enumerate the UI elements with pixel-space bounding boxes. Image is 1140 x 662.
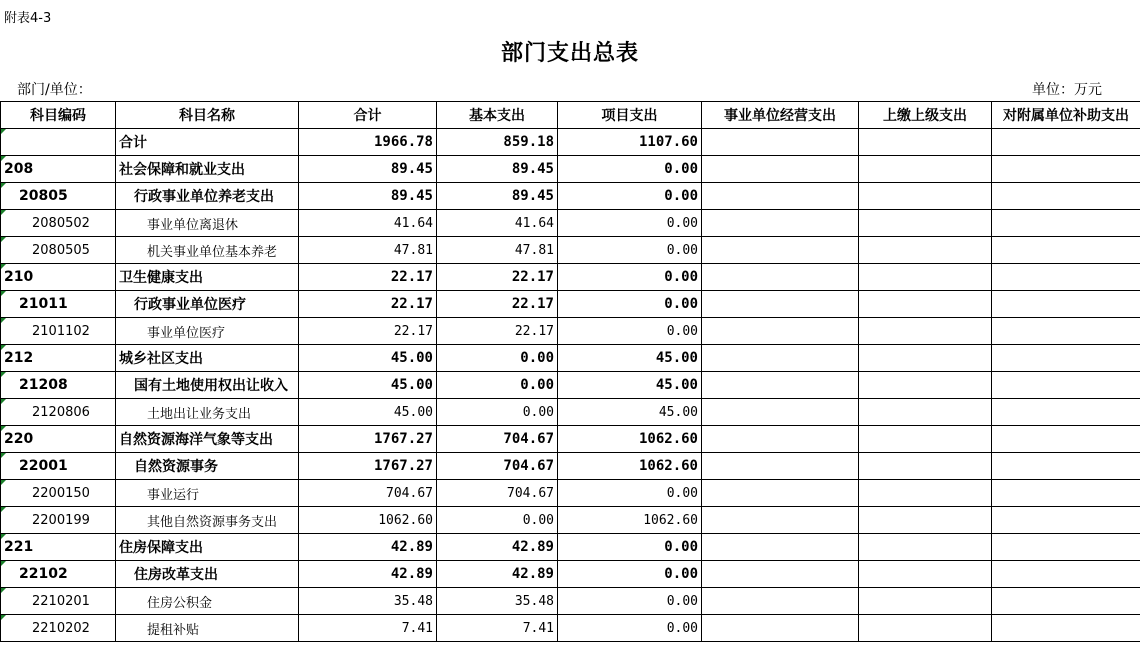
table-row[interactable] <box>1 237 1140 264</box>
cell-subsidy[interactable] <box>992 129 1140 156</box>
table-row[interactable] <box>1 345 1140 372</box>
cell-project[interactable]: 0.00 <box>558 588 702 615</box>
cell-project[interactable]: 0.00 <box>558 615 702 642</box>
cell-basic[interactable]: 35.48 <box>437 588 558 615</box>
cell-code[interactable]: 221 <box>1 534 116 561</box>
cell-business[interactable] <box>702 264 859 291</box>
table-row[interactable] <box>1 291 1140 318</box>
cell-name[interactable]: 合计 <box>116 129 299 156</box>
department-label: 部门/单位： <box>17 82 92 98</box>
cell-project[interactable]: 1107.60 <box>558 129 702 156</box>
cell-business[interactable] <box>702 507 859 534</box>
cell-remit[interactable] <box>859 129 992 156</box>
cell-code[interactable]: 22001 <box>1 453 116 480</box>
cell-subsidy[interactable] <box>992 372 1140 399</box>
cell-remit[interactable] <box>859 318 992 345</box>
cell-total[interactable]: 1767.27 <box>299 453 437 480</box>
cell-subsidy[interactable] <box>992 615 1140 642</box>
cell-total[interactable]: 35.48 <box>299 588 437 615</box>
cell-basic[interactable]: 704.67 <box>437 480 558 507</box>
cell-project[interactable]: 0.00 <box>558 264 702 291</box>
table-row[interactable] <box>1 534 1140 561</box>
cell-name[interactable]: 住房保障支出 <box>116 534 299 561</box>
table-row[interactable] <box>1 129 1140 156</box>
cell-basic[interactable]: 22.17 <box>437 264 558 291</box>
cell-project[interactable]: 45.00 <box>558 345 702 372</box>
cell-name[interactable]: 行政事业单位养老支出 <box>116 183 299 210</box>
cell-remit[interactable] <box>859 210 992 237</box>
cell-subsidy[interactable] <box>992 534 1140 561</box>
cell-subsidy[interactable] <box>992 588 1140 615</box>
cell-name[interactable]: 自然资源海洋气象等支出 <box>116 426 299 453</box>
cell-project[interactable]: 0.00 <box>558 480 702 507</box>
cell-name[interactable]: 住房公积金 <box>116 588 299 615</box>
cell-basic[interactable]: 89.45 <box>437 183 558 210</box>
cell-total[interactable]: 704.67 <box>299 480 437 507</box>
cell-business[interactable] <box>702 453 859 480</box>
cell-business[interactable] <box>702 318 859 345</box>
cell-remit[interactable] <box>859 264 992 291</box>
cell-basic[interactable]: 41.64 <box>437 210 558 237</box>
cell-code[interactable]: 21011 <box>1 291 116 318</box>
col-header-business: 事业单位经营支出 <box>702 102 859 129</box>
table-row[interactable] <box>1 318 1140 345</box>
cell-total[interactable]: 42.89 <box>299 534 437 561</box>
cell-project[interactable]: 0.00 <box>558 534 702 561</box>
cell-code[interactable]: 2101102 <box>1 318 116 345</box>
cell-subsidy[interactable] <box>992 237 1140 264</box>
cell-subsidy[interactable] <box>992 264 1140 291</box>
cell-name[interactable]: 城乡社区支出 <box>116 345 299 372</box>
cell-name[interactable]: 提租补贴 <box>116 615 299 642</box>
table-row[interactable] <box>1 264 1140 291</box>
cell-name[interactable]: 事业运行 <box>116 480 299 507</box>
cell-remit[interactable] <box>859 588 992 615</box>
page-title: 部门支出总表 <box>500 41 639 66</box>
cell-name[interactable]: 事业单位医疗 <box>116 318 299 345</box>
cell-subsidy[interactable] <box>992 480 1140 507</box>
cell-basic[interactable]: 704.67 <box>437 453 558 480</box>
cell-project[interactable]: 0.00 <box>558 156 702 183</box>
cell-basic[interactable]: 89.45 <box>437 156 558 183</box>
cell-code[interactable]: 2200199 <box>1 507 116 534</box>
cell-subsidy[interactable] <box>992 345 1140 372</box>
cell-business[interactable] <box>702 615 859 642</box>
cell-business[interactable] <box>702 534 859 561</box>
table-row[interactable] <box>1 156 1140 183</box>
expenditure-table <box>0 101 1140 642</box>
table-row[interactable] <box>1 453 1140 480</box>
cell-code[interactable]: 2120806 <box>1 399 116 426</box>
cell-project[interactable]: 45.00 <box>558 372 702 399</box>
cell-total[interactable]: 1062.60 <box>299 507 437 534</box>
cell-business[interactable] <box>702 129 859 156</box>
cell-code[interactable]: 220 <box>1 426 116 453</box>
cell-project[interactable]: 0.00 <box>558 183 702 210</box>
cell-remit[interactable] <box>859 453 992 480</box>
cell-remit[interactable] <box>859 372 992 399</box>
cell-name[interactable]: 社会保障和就业支出 <box>116 156 299 183</box>
cell-total[interactable]: 47.81 <box>299 237 437 264</box>
cell-remit[interactable] <box>859 237 992 264</box>
cell-business[interactable] <box>702 291 859 318</box>
table-row[interactable] <box>1 183 1140 210</box>
cell-remit[interactable] <box>859 156 992 183</box>
cell-total[interactable]: 22.17 <box>299 291 437 318</box>
table-row[interactable] <box>1 399 1140 426</box>
cell-remit[interactable] <box>859 507 992 534</box>
cell-business[interactable] <box>702 399 859 426</box>
cell-subsidy[interactable] <box>992 183 1140 210</box>
cell-project[interactable]: 0.00 <box>558 561 702 588</box>
cell-total[interactable]: 89.45 <box>299 156 437 183</box>
cell-business[interactable] <box>702 183 859 210</box>
cell-basic[interactable]: 704.67 <box>437 426 558 453</box>
cell-total[interactable]: 45.00 <box>299 399 437 426</box>
cell-subsidy[interactable] <box>992 453 1140 480</box>
cell-total[interactable]: 7.41 <box>299 615 437 642</box>
cell-name[interactable]: 住房改革支出 <box>116 561 299 588</box>
cell-basic[interactable]: 859.18 <box>437 129 558 156</box>
cell-subsidy[interactable] <box>992 156 1140 183</box>
cell-project[interactable]: 1062.60 <box>558 507 702 534</box>
cell-remit[interactable] <box>859 561 992 588</box>
cell-remit[interactable] <box>859 534 992 561</box>
cell-business[interactable] <box>702 210 859 237</box>
cell-project[interactable]: 0.00 <box>558 291 702 318</box>
table-row[interactable] <box>1 588 1140 615</box>
cell-name[interactable]: 国有土地使用权出让收入 <box>116 372 299 399</box>
cell-name[interactable]: 其他自然资源事务支出 <box>116 507 299 534</box>
table-row[interactable] <box>1 480 1140 507</box>
cell-subsidy[interactable] <box>992 291 1140 318</box>
cell-remit[interactable] <box>859 615 992 642</box>
col-header-name: 科目名称 <box>116 102 299 129</box>
cell-subsidy[interactable] <box>992 561 1140 588</box>
table-row[interactable] <box>1 426 1140 453</box>
cell-total[interactable]: 41.64 <box>299 210 437 237</box>
table-row[interactable] <box>1 507 1140 534</box>
cell-name[interactable]: 机关事业单位基本养老 <box>116 237 299 264</box>
cell-total[interactable]: 45.00 <box>299 372 437 399</box>
col-header-total: 合计 <box>299 102 437 129</box>
cell-code[interactable] <box>1 129 116 156</box>
cell-project[interactable]: 1062.60 <box>558 453 702 480</box>
cell-basic[interactable]: 0.00 <box>437 399 558 426</box>
cell-business[interactable] <box>702 561 859 588</box>
cell-business[interactable] <box>702 237 859 264</box>
cell-business[interactable] <box>702 426 859 453</box>
cell-remit[interactable] <box>859 345 992 372</box>
cell-remit[interactable] <box>859 183 992 210</box>
cell-code[interactable]: 2210202 <box>1 615 116 642</box>
cell-basic[interactable]: 42.89 <box>437 534 558 561</box>
cell-name[interactable]: 卫生健康支出 <box>116 264 299 291</box>
cell-project[interactable]: 0.00 <box>558 237 702 264</box>
cell-basic[interactable]: 7.41 <box>437 615 558 642</box>
cell-name[interactable]: 自然资源事务 <box>116 453 299 480</box>
col-header-project: 项目支出 <box>558 102 702 129</box>
col-header-subsidy: 对附属单位补助支出 <box>992 102 1140 129</box>
cell-subsidy[interactable] <box>992 426 1140 453</box>
cell-code[interactable]: 2210201 <box>1 588 116 615</box>
cell-total[interactable]: 45.00 <box>299 345 437 372</box>
cell-total[interactable]: 89.45 <box>299 183 437 210</box>
cell-name[interactable]: 土地出让业务支出 <box>116 399 299 426</box>
cell-subsidy[interactable] <box>992 507 1140 534</box>
cell-total[interactable]: 42.89 <box>299 561 437 588</box>
table-row[interactable] <box>1 615 1140 642</box>
cell-total[interactable]: 1767.27 <box>299 426 437 453</box>
cell-code[interactable]: 20805 <box>1 183 116 210</box>
cell-project[interactable]: 0.00 <box>558 318 702 345</box>
cell-code[interactable]: 22102 <box>1 561 116 588</box>
table-row[interactable] <box>1 372 1140 399</box>
unit-label: 单位：万元 <box>1032 82 1102 98</box>
cell-code[interactable]: 212 <box>1 345 116 372</box>
table-row[interactable] <box>1 210 1140 237</box>
cell-business[interactable] <box>702 345 859 372</box>
cell-project[interactable]: 1062.60 <box>558 426 702 453</box>
table-row[interactable] <box>1 561 1140 588</box>
cell-remit[interactable] <box>859 426 992 453</box>
cell-business[interactable] <box>702 480 859 507</box>
cell-basic[interactable]: 0.00 <box>437 372 558 399</box>
cell-basic[interactable]: 0.00 <box>437 345 558 372</box>
cell-code[interactable]: 21208 <box>1 372 116 399</box>
cell-remit[interactable] <box>859 291 992 318</box>
cell-code[interactable]: 2200150 <box>1 480 116 507</box>
cell-name[interactable]: 行政事业单位医疗 <box>116 291 299 318</box>
cell-basic[interactable]: 42.89 <box>437 561 558 588</box>
cell-total[interactable]: 1966.78 <box>299 129 437 156</box>
cell-business[interactable] <box>702 372 859 399</box>
cell-business[interactable] <box>702 588 859 615</box>
cell-remit[interactable] <box>859 480 992 507</box>
cell-basic[interactable]: 47.81 <box>437 237 558 264</box>
cell-code[interactable]: 2080502 <box>1 210 116 237</box>
col-header-remit: 上缴上级支出 <box>859 102 992 129</box>
cell-basic[interactable]: 22.17 <box>437 318 558 345</box>
sheet-caption: 附表4-3 <box>4 11 52 26</box>
cell-business[interactable] <box>702 156 859 183</box>
cell-total[interactable]: 22.17 <box>299 318 437 345</box>
cell-subsidy[interactable] <box>992 399 1140 426</box>
cell-code[interactable]: 208 <box>1 156 116 183</box>
col-header-code: 科目编码 <box>1 102 116 129</box>
cell-subsidy[interactable] <box>992 210 1140 237</box>
cell-basic[interactable]: 0.00 <box>437 507 558 534</box>
cell-total[interactable]: 22.17 <box>299 264 437 291</box>
cell-code[interactable]: 2080505 <box>1 237 116 264</box>
cell-project[interactable]: 0.00 <box>558 210 702 237</box>
cell-name[interactable]: 事业单位离退休 <box>116 210 299 237</box>
header-row <box>1 102 1140 129</box>
cell-code[interactable]: 210 <box>1 264 116 291</box>
col-header-basic: 基本支出 <box>437 102 558 129</box>
cell-subsidy[interactable] <box>992 318 1140 345</box>
cell-basic[interactable]: 22.17 <box>437 291 558 318</box>
cell-project[interactable]: 45.00 <box>558 399 702 426</box>
cell-remit[interactable] <box>859 399 992 426</box>
